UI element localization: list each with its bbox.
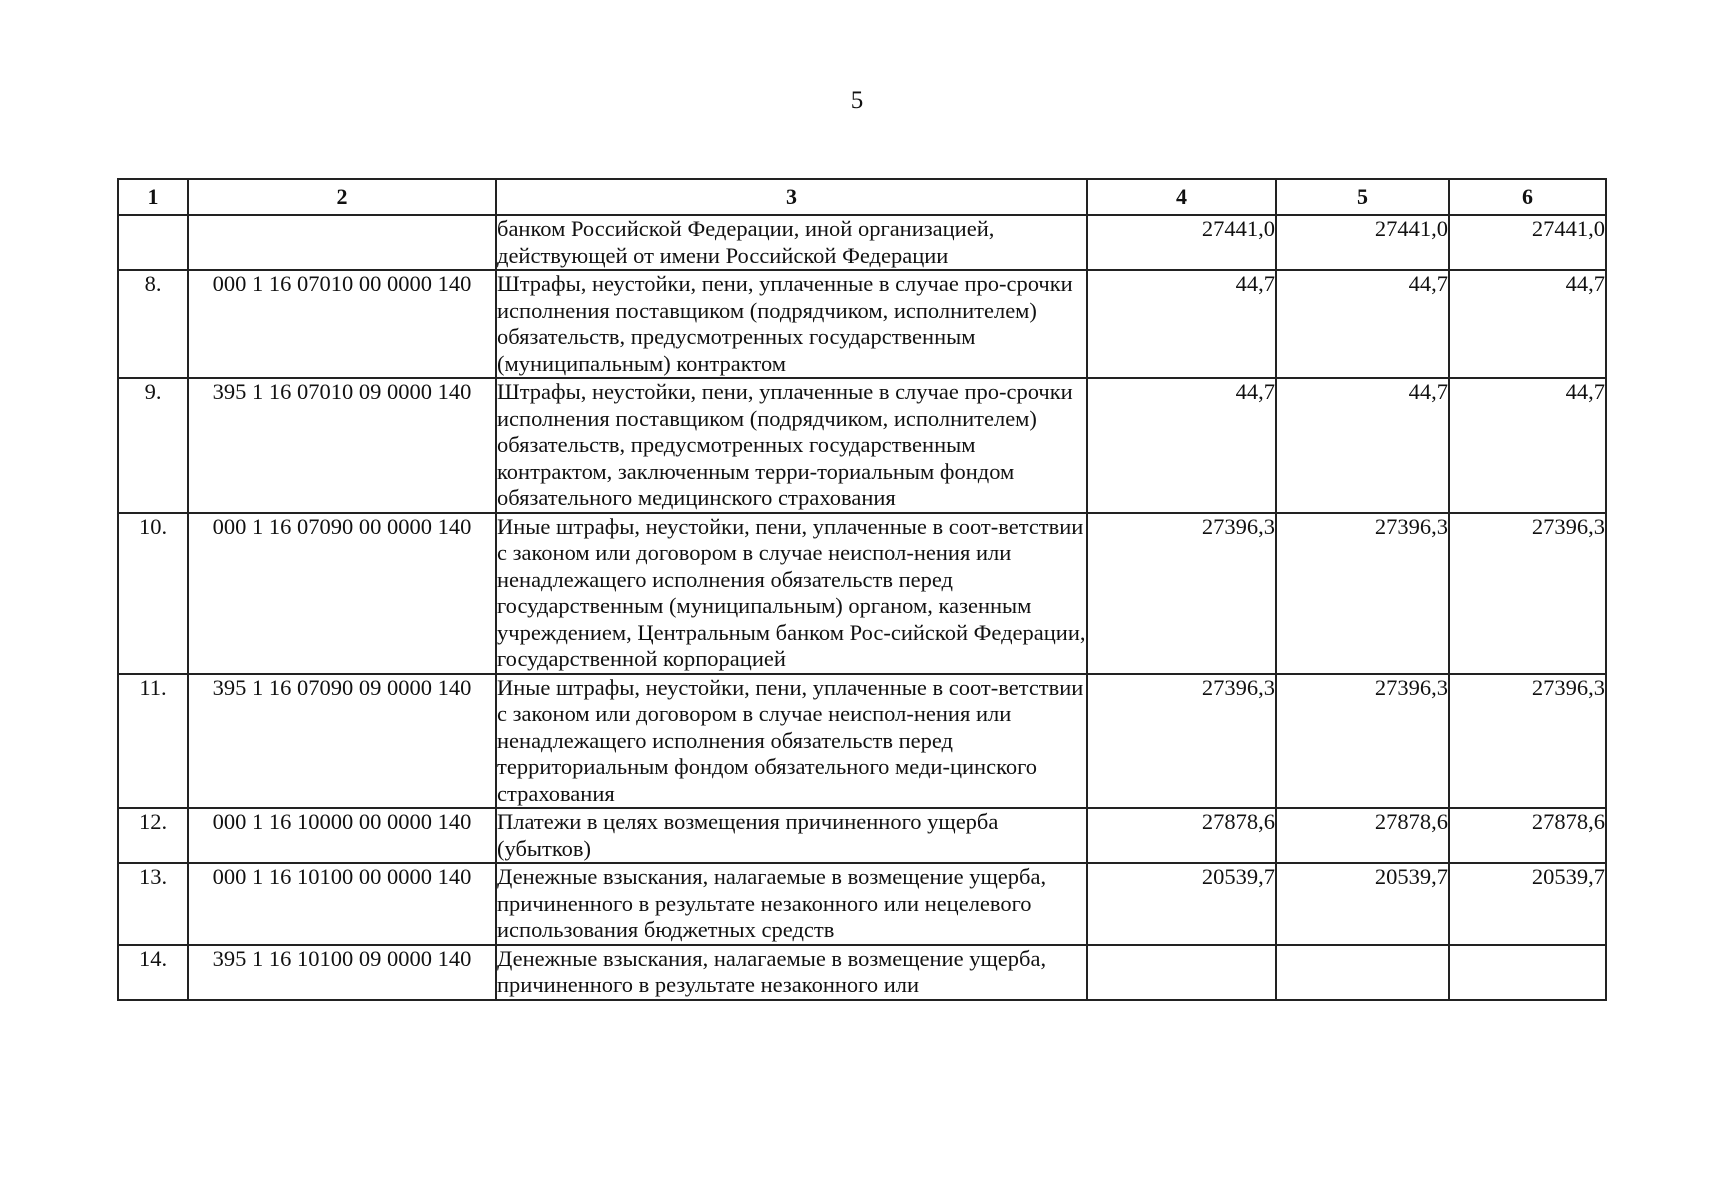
table-row bbox=[118, 270, 1606, 378]
table-row bbox=[118, 945, 1606, 1000]
amount-col-5: 44,7 bbox=[1276, 378, 1449, 513]
revenue-description: Денежные взыскания, налагаемые в возмещение ущерба, причиненного в результате незаконного или bbox=[496, 945, 1087, 1000]
revenue-description: Платежи в целях возмещения причиненного ущерба (убытков) bbox=[496, 808, 1087, 863]
row-number: 9. bbox=[118, 378, 188, 513]
classification-code bbox=[188, 215, 496, 270]
amount-col-4: 20539,7 bbox=[1087, 863, 1276, 945]
page-number: 5 bbox=[850, 87, 864, 114]
amount-col-6: 44,7 bbox=[1449, 270, 1606, 378]
amount-col-5: 27396,3 bbox=[1276, 674, 1449, 809]
classification-code: 395 1 16 07010 09 0000 140 bbox=[188, 378, 496, 513]
amount-col-6: 20539,7 bbox=[1449, 863, 1606, 945]
amount-col-4: 27396,3 bbox=[1087, 513, 1276, 674]
amount-col-6: 27396,3 bbox=[1449, 674, 1606, 809]
classification-code: 000 1 16 10100 00 0000 140 bbox=[188, 863, 496, 945]
revenue-description: Штрафы, неустойки, пени, уплаченные в случае про-срочки исполнения поставщиком (подрядчиком, исполнителем) обязательств, предусмотренных государственным (муниципальным) контрактом bbox=[496, 270, 1087, 378]
revenue-description: Иные штрафы, неустойки, пени, уплаченные в соот-ветствии с законом или договором в случае неиспол-нения или ненадлежащего исполнения обязательств перед территориальным фондом обязательного меди-цинского страхования bbox=[496, 674, 1087, 809]
amount-col-6: 27396,3 bbox=[1449, 513, 1606, 674]
row-number: 10. bbox=[118, 513, 188, 674]
column-header-1: 1 bbox=[118, 179, 188, 215]
amount-col-6 bbox=[1449, 945, 1606, 1000]
amount-col-4: 27878,6 bbox=[1087, 808, 1276, 863]
row-number: 8. bbox=[118, 270, 188, 378]
classification-code: 000 1 16 07010 00 0000 140 bbox=[188, 270, 496, 378]
classification-code: 395 1 16 10100 09 0000 140 bbox=[188, 945, 496, 1000]
table-row bbox=[118, 863, 1606, 945]
amount-col-6: 27878,6 bbox=[1449, 808, 1606, 863]
amount-col-5: 27396,3 bbox=[1276, 513, 1449, 674]
amount-col-5: 20539,7 bbox=[1276, 863, 1449, 945]
row-number: 11. bbox=[118, 674, 188, 809]
revenue-description: Денежные взыскания, налагаемые в возмещение ущерба, причиненного в результате незаконного или нецелевого использования бюджетных средств bbox=[496, 863, 1087, 945]
row-number: 12. bbox=[118, 808, 188, 863]
revenue-description: банком Российской Федерации, иной организацией, действующей от имени Российской Федерации bbox=[496, 215, 1087, 270]
table-body bbox=[118, 215, 1606, 1000]
table-row bbox=[118, 674, 1606, 809]
amount-col-5 bbox=[1276, 945, 1449, 1000]
row-number bbox=[118, 215, 188, 270]
amount-col-4: 27396,3 bbox=[1087, 674, 1276, 809]
column-header-5: 5 bbox=[1276, 179, 1449, 215]
table-row bbox=[118, 808, 1606, 863]
amount-col-5: 27878,6 bbox=[1276, 808, 1449, 863]
amount-col-6: 44,7 bbox=[1449, 378, 1606, 513]
amount-col-4 bbox=[1087, 945, 1276, 1000]
table-row bbox=[118, 378, 1606, 513]
classification-code: 395 1 16 07090 09 0000 140 bbox=[188, 674, 496, 809]
amount-col-6: 27441,0 bbox=[1449, 215, 1606, 270]
classification-code: 000 1 16 10000 00 0000 140 bbox=[188, 808, 496, 863]
row-number: 13. bbox=[118, 863, 188, 945]
table-header bbox=[118, 179, 1606, 215]
column-header-3: 3 bbox=[496, 179, 1087, 215]
table-row bbox=[118, 215, 1606, 270]
revenue-description: Иные штрафы, неустойки, пени, уплаченные в соот-ветствии с законом или договором в случае неиспол-нения или ненадлежащего исполнения обязательств перед государственным (муниципальным) органом, казенным учреждением, Центральным банком Рос-сийской Федерации, государственной корпорацией bbox=[496, 513, 1087, 674]
table-row bbox=[118, 513, 1606, 674]
amount-col-4: 27441,0 bbox=[1087, 215, 1276, 270]
column-header-4: 4 bbox=[1087, 179, 1276, 215]
column-header-2: 2 bbox=[188, 179, 496, 215]
amount-col-5: 27441,0 bbox=[1276, 215, 1449, 270]
classification-code: 000 1 16 07090 00 0000 140 bbox=[188, 513, 496, 674]
amount-col-5: 44,7 bbox=[1276, 270, 1449, 378]
revenue-table bbox=[117, 178, 1607, 1001]
column-header-6: 6 bbox=[1449, 179, 1606, 215]
amount-col-4: 44,7 bbox=[1087, 378, 1276, 513]
amount-col-4: 44,7 bbox=[1087, 270, 1276, 378]
row-number: 14. bbox=[118, 945, 188, 1000]
revenue-description: Штрафы, неустойки, пени, уплаченные в случае про-срочки исполнения поставщиком (подрядчиком, исполнителем) обязательств, предусмотренных государственным контрактом, заключенным терри-ториальным фондом обязательного медицинского страхования bbox=[496, 378, 1087, 513]
table-header-row bbox=[118, 179, 1606, 215]
